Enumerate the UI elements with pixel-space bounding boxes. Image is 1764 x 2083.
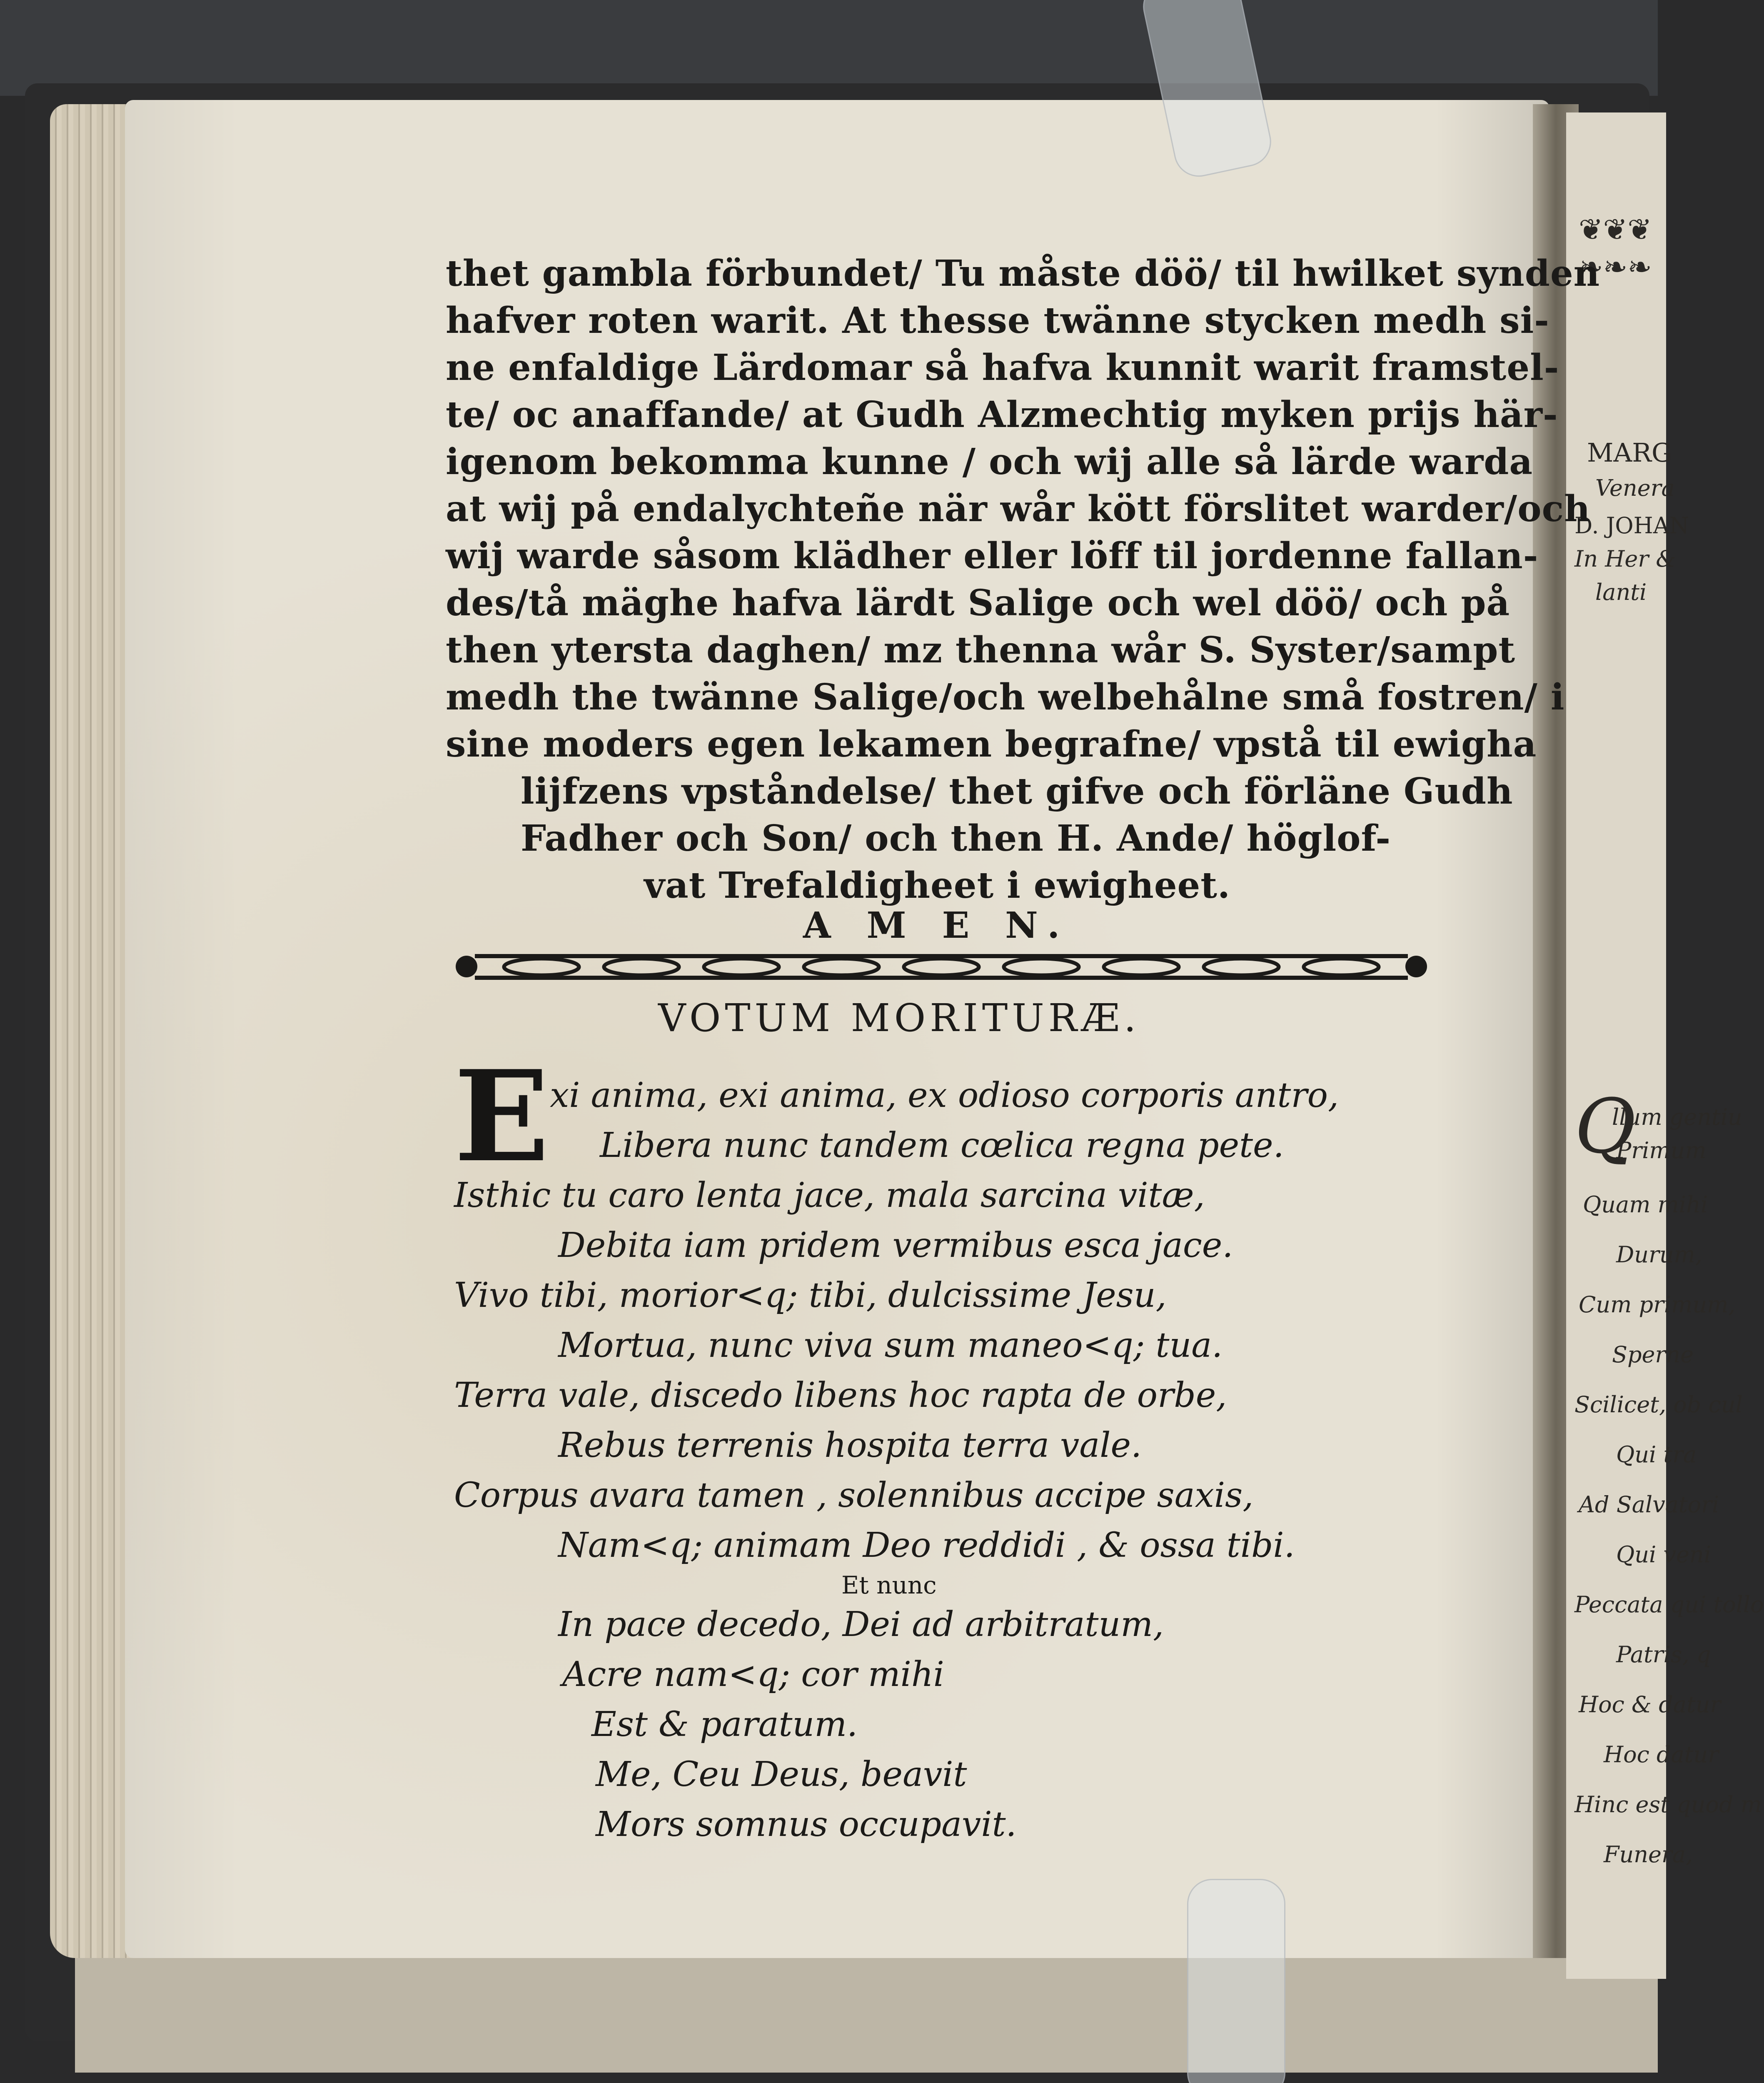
- right-page-fragment: MARG: [1587, 437, 1672, 468]
- right-page-fragment: Primum: [1616, 1137, 1707, 1164]
- main-text-line: thet gambla förbundet/ Tu måste döö/ til hwilket synden: [446, 252, 1600, 295]
- right-page-fragment: Qui veni: [1616, 1541, 1711, 1568]
- background-top: [0, 0, 1658, 96]
- poem-line: Debita iam pridem vermibus esca jace.: [558, 1226, 1233, 1265]
- right-page-fragment: Sperne: [1612, 1341, 1694, 1368]
- main-text-line: lijfzens vpståndelse/ thet gifve och förläne Gudh: [521, 770, 1513, 812]
- poem-line: Libera nunc tandem cœlica regna pete.: [600, 1126, 1284, 1165]
- main-text-line: wij warde såsom klädher eller löff til jordenne fallan-: [446, 535, 1539, 577]
- right-page-fragment: Hinc est quod m: [1574, 1791, 1762, 1818]
- right-page-fragment: D. JOHAN: [1574, 512, 1689, 539]
- main-text-line: hafver roten warit. At thesse twänne stycken medh si-: [446, 300, 1549, 342]
- poem-line: Vivo tibi, morior<q; tibi, dulcissime Jesu,: [454, 1276, 1167, 1315]
- poem-line: In pace decedo, Dei ad arbitratum,: [558, 1605, 1164, 1644]
- main-text-block: [446, 250, 1600, 768]
- right-page-fragment: Venera: [1595, 475, 1675, 501]
- poem-line: Terra vale, discedo libens hoc rapta de orbe,: [454, 1376, 1227, 1415]
- right-page-fragment: Durum,: [1616, 1241, 1703, 1268]
- right-page-fragment: Quam mihi: [1583, 1191, 1708, 1218]
- poem-line: Me, Ceu Deus, beavit: [596, 1755, 967, 1794]
- ornamental-border: [450, 948, 1433, 985]
- poem-line: Isthic tu caro lenta jace, mala sarcina vitæ,: [454, 1176, 1205, 1215]
- amen: A M E N.: [803, 904, 1072, 947]
- heading: VOTUM MORITURÆ.: [658, 996, 1140, 1040]
- right-page-fragment: Ad Salvatori: [1579, 1491, 1719, 1518]
- poem-line: Mortua, nunc viva sum maneo<q; tua.: [558, 1326, 1223, 1365]
- right-page-fragment: Hoc & datur: [1579, 1691, 1721, 1718]
- right-page-fragment: Hoc datur: [1604, 1741, 1719, 1768]
- poem-line: Nam<q; animam Deo reddidi , & ossa tibi.: [558, 1526, 1295, 1565]
- right-page-fragment: Patris, q: [1616, 1641, 1711, 1668]
- right-page-fragment: Cum primum,: [1579, 1291, 1736, 1318]
- poem-line: xi anima, exi anima, ex odioso corporis antro,: [550, 1076, 1339, 1115]
- right-page-ornament: ❦❦❦: [1579, 212, 1652, 247]
- poem-line: Acre nam<q; cor mihi: [562, 1655, 944, 1694]
- poem-line: Est & paratum.: [591, 1705, 858, 1744]
- main-text-line: medh the twänne Salige/och welbehålne små fostren/ i: [446, 676, 1565, 718]
- main-text-line: des/tå mäghe hafva lärdt Salige och wel döö/ och på: [446, 582, 1510, 624]
- main-text-line: sine moders egen lekamen begrafne/ vpstå til ewigha: [446, 723, 1537, 765]
- right-page-fragment: Qui tra: [1616, 1441, 1697, 1468]
- poem-line: Mors somnus occupavit.: [596, 1805, 1017, 1844]
- right-page-fragment: Peccata qui tollo: [1574, 1591, 1764, 1618]
- drop-cap: E: [454, 1043, 549, 1190]
- main-text-line: then ytersta daghen/ mz thenna wår S. Syster/sampt: [446, 629, 1516, 671]
- right-page-fragment: Funera,: [1604, 1841, 1693, 1868]
- right-page-fragment: Scilicet, ob cul: [1574, 1391, 1743, 1418]
- poem-line: Rebus terrenis hospita terra vale.: [558, 1426, 1142, 1465]
- main-text-line: igenom bekomma kunne / och wij alle så lärde warda: [446, 441, 1533, 483]
- main-text-line: ne enfaldige Lärdomar så hafva kunnit warit framstel-: [446, 347, 1559, 389]
- main-text-line: at wij på endalychteñe när wår kött förslitet warder/och: [446, 488, 1591, 530]
- main-text-line: vat Trefaldigheet i ewigheet.: [644, 864, 1230, 907]
- right-page-initial: Q: [1574, 1083, 1636, 1170]
- right-page-fragment: In Her &: [1574, 546, 1676, 572]
- main-text-line: te/ oc anaffande/ at Gudh Alzmechtig myken prijs här-: [446, 394, 1558, 436]
- main-text-line: Fadher och Son/ och then H. Ande/ höglof-: [521, 817, 1391, 859]
- poem-line: Corpus avara tamen , solennibus accipe saxis,: [454, 1476, 1254, 1515]
- right-page-fragment: llum gentiu: [1612, 1104, 1742, 1130]
- poem-line: Et nunc: [841, 1571, 937, 1599]
- right-page-fragment: lanti: [1595, 579, 1647, 605]
- right-page-ornament-2: ❧❧❧: [1579, 250, 1652, 284]
- page-clip-bottom: [1187, 1879, 1285, 2083]
